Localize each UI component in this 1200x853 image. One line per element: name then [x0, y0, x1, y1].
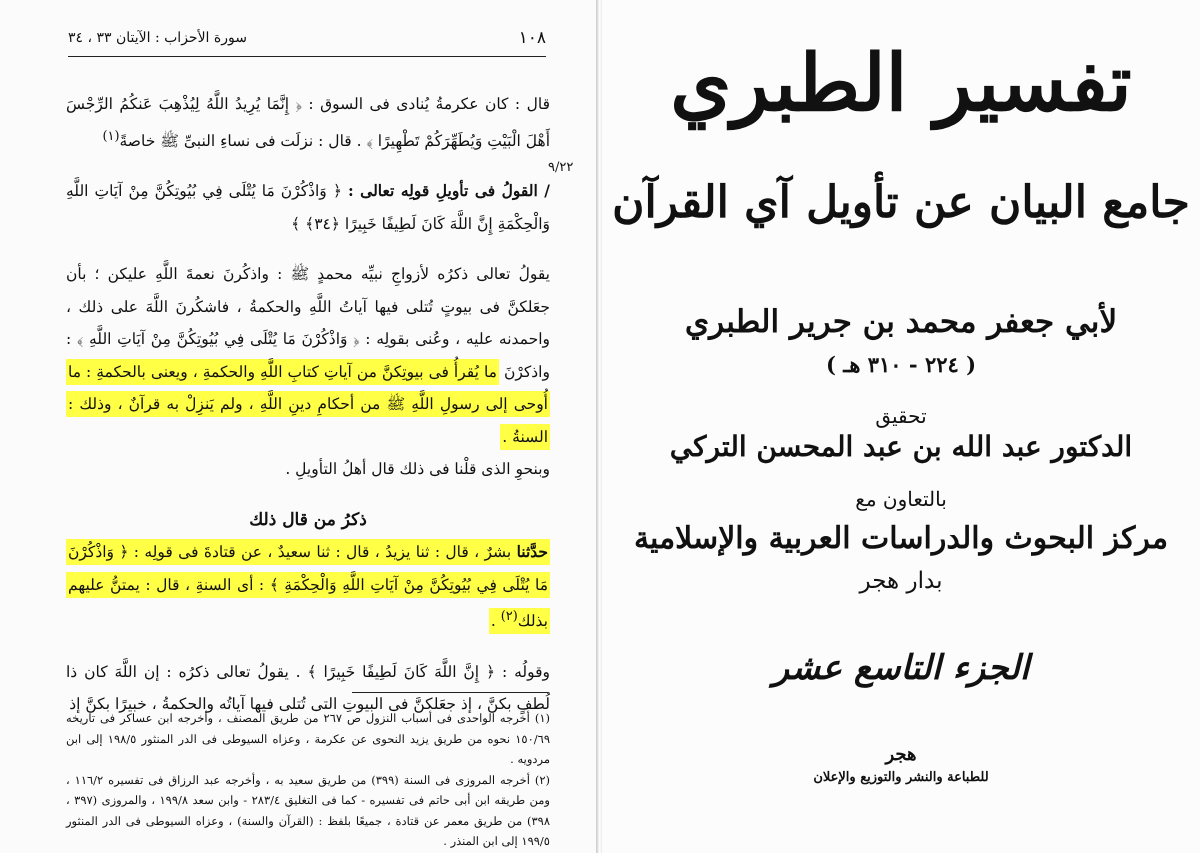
paragraph-text: قال : كان عكرمةُ يُنادى فى السوق : ﴿ إِنَّمَا يُرِيدُ اللَّهُ لِيُذْهِبَ عَنكُمُ الرِّجْسَ أَهْلَ الْبَيْتِ وَيُطَهِّرَكُمْ تَطْهِيرًا ﴾ . قال : نزلَت فى نساءِ النبىِّ ﷺ خاصةً	[66, 95, 550, 150]
surah-reference: سورة الأحزاب : الآيتان ٣٣ ، ٣٤	[68, 30, 247, 46]
research-center: مركز البحوث والدراسات العربية والإسلامية	[633, 521, 1169, 556]
publisher-description: للطباعة والنشر والتوزيع والإعلان	[813, 770, 989, 785]
footnote-rule	[352, 692, 548, 693]
book-title: تفسير الطبري	[670, 38, 1132, 129]
right-page-title	[602, 0, 1200, 853]
latif-text: وقولُه : ﴿ إِنَّ اللَّهَ كَانَ لَطِيفًا خَبِيرًا ﴾ . يقولُ تعالى ذكرُه : إن اللَّهَ كان ذا لُطفٍ بكنَّ ، إذ جعَلكنَّ فى البيوتِ التى تُتلى فيها آياتُه والحكمةُ ، خبيرًا بكنَّ إذ	[66, 662, 550, 714]
explanation-text: يقولُ تعالى ذكرُه لأزواجِ نبيِّه محمدٍ ﷺ : واذكُرنَ نعمةَ اللَّهِ عليكن ؛ بأن جعَلكنَّ فى بيوتٍ تُتلى فيها آياتُ اللَّهِ والحكمةُ ، فاشكُرنَ اللَّهَ على ذلك ، واحمدنه عليه ، وعُنى بقولِه : ﴿ وَاذْكُرْنَ مَا يُتْلَى فِي بُيُوتِكُنَّ مِنْ آيَاتِ اللَّهِ ﴾ : واذكرْنَ	[66, 265, 550, 381]
section-heading: ذكرُ من قال ذلك	[249, 509, 367, 530]
highlighted-narration	[66, 539, 550, 634]
verse-lead: القولُ فى تأويلِ قولِه تعالى :	[347, 181, 538, 201]
consensus-text: وبنحوِ الذى قلْنا فى ذلك قال أهلُ التأويلِ .	[285, 460, 550, 479]
spacer	[66, 638, 550, 656]
editor-label: تحقيق	[875, 404, 927, 428]
volume-label: الجزء التاسع عشر	[772, 648, 1030, 688]
paragraph-ikrima	[66, 88, 550, 157]
header-rule	[68, 56, 546, 57]
verse-text: ﴿ وَاذْكُرْنَ مَا يُتْلَى فِي بُيُوتِكُنَّ مِنْ آيَاتِ اللَّهِ وَالْحِكْمَةِ إِنَّ اللَّهَ كَانَ لَطِيفًا خَبِيرًا ﴿٣٤﴾ ﴾	[66, 182, 550, 233]
commentary-text	[66, 88, 550, 721]
verse-heading-paragraph	[66, 175, 550, 240]
author-dates: ( ٢٢٤ - ٣١٠ هـ )	[825, 352, 977, 377]
narration-end: .	[490, 612, 496, 631]
spacer	[66, 157, 550, 175]
narration-text: بشرٌ ، قال : ثنا يزيدُ ، قال : ثنا سعيدٌ ، عن قتادةَ فى قولِه : ﴿ وَاذْكُرْنَ مَا يُتْلَى فِي بُيُوتِكُنَّ مِنْ آيَاتِ اللَّهِ وَالْحِكْمَةِ ﴾ : أى السنةِ ، قال : يمتنُّ عليهم بذلك	[68, 543, 548, 631]
margin-note: ٩/٢٢	[548, 160, 574, 175]
publisher-location: بدار هجر	[859, 568, 943, 594]
footnotes	[66, 708, 550, 852]
spacer	[66, 240, 550, 258]
running-head	[68, 24, 546, 52]
book-subtitle: جامع البيان عن تأويل آي القرآن	[612, 177, 1190, 228]
paragraph-qatada	[66, 536, 550, 638]
paragraph-consensus	[66, 453, 550, 486]
collaboration-label: بالتعاون مع	[855, 487, 947, 511]
spacer	[66, 486, 550, 504]
slash-mark: /	[537, 181, 550, 201]
narration-lead: حدَّثنا	[516, 542, 548, 562]
footnote-1: (١) أخرجه الواحدى فى أسباب النزول ص ٢٦٧ من طريق المصنف ، وأخرجه ابن عساكر فى تاريخه ١٥٠/٦٩ نحوه من طريق يزيد النحوى عن عكرمة ، وعزاه السيوطى فى الدر المنثور ١٩٨/٥ إلى ابن مردويه .	[66, 711, 550, 766]
left-page	[0, 0, 598, 853]
highlighted-passage: ما يُقرأُ فى بيوتِكنَّ من آياتِ كتابِ اللَّهِ والحكمةِ ، ويعنى بالحكمةِ : ما أُوحى إلى رسولِ اللَّهِ ﷺ من أحكامِ دينِ اللَّهِ ، ولم يَنزِلْ به قرآنٌ ، وذلك : السنةُ .	[66, 359, 550, 450]
editor-name: الدكتور عبد الله بن عبد المحسن التركي	[669, 430, 1133, 463]
publisher-name: هجر	[885, 744, 917, 765]
footnote-marker: (٢)	[500, 609, 518, 625]
paragraph-explanation	[66, 258, 550, 453]
footnote-2: (٢) أخرجه المروزى فى السنة (٣٩٩) من طريق سعيد به ، وأخرجه عبد الرزاق فى تفسيره ١١٦/٢ ، ومن طريقه ابن أبى حاتم فى تفسيره - كما فى التغليق ٢٨٣/٤ - وابن سعد ١٩٩/٨ ، والمروزى (٣٩٧ ، ٣٩٨) من طريق معمر عن قتادة ، جميعًا بلفظ : (القرآن والسنة) ، وعزاه السيوطى فى الدر المنثور ١٩٩/٥ إلى ابن المنذر .	[66, 772, 550, 848]
footnote-marker: (١)	[102, 128, 120, 144]
page-number: ١٠٨	[518, 28, 546, 48]
author-name: لأبي جعفر محمد بن جرير الطبري	[684, 304, 1118, 340]
